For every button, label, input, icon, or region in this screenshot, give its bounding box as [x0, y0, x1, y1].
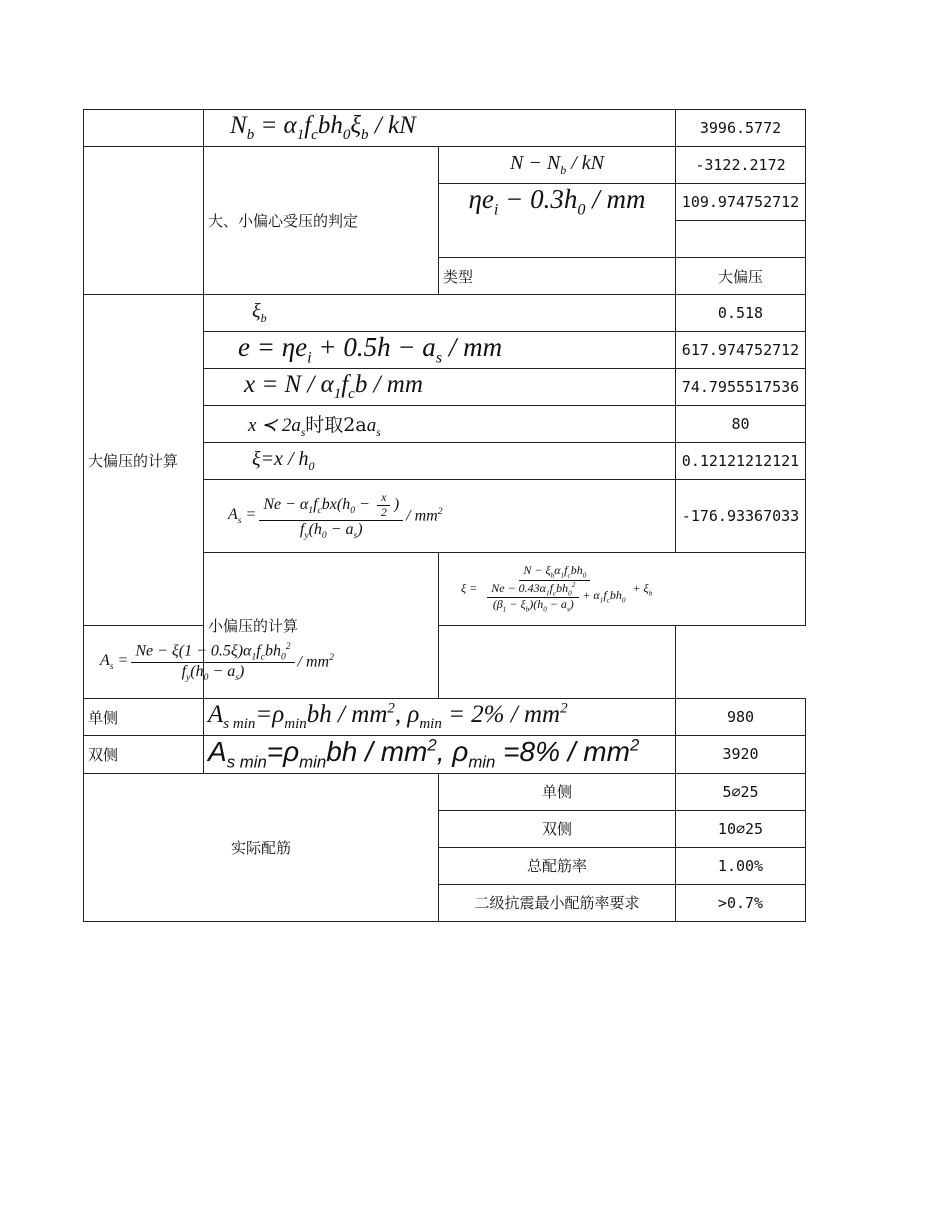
formula-nb: $N_b = \alpha_1f_cbh_0\xi_b$ / kN — [204, 110, 676, 147]
value-xlim: 80 — [676, 406, 806, 443]
calc-table — [83, 109, 806, 922]
value-n-minus-nb: -3122.2172 — [676, 147, 806, 184]
value-e: 617.974752712 — [676, 332, 806, 369]
value-xi: 0.12121212121 — [676, 443, 806, 480]
large-section-label: 大偏压的计算 — [84, 295, 204, 626]
single-label: 单侧 — [84, 699, 204, 736]
double-label: 双侧 — [84, 736, 204, 774]
actual-label-0: 单侧 — [439, 773, 676, 810]
formula-xib: $\xi_b$ — [204, 295, 676, 332]
row-actual-1 — [84, 773, 806, 810]
row-single-min — [84, 699, 806, 736]
formula-n-minus-nb: $N - N_b$ / kN — [439, 147, 676, 184]
blank-cell — [84, 147, 204, 295]
actual-label-1: 双侧 — [439, 810, 676, 847]
actual-value-3: >0.7% — [676, 884, 806, 921]
blank-cell — [84, 110, 204, 147]
judge-section-label: 大、小偏心受压的判定 — [204, 147, 439, 295]
row-xib — [84, 295, 806, 332]
actual-value-1: 10⌀25 — [676, 810, 806, 847]
actual-label-2: 总配筋率 — [439, 847, 676, 884]
formula-xlim: x ≺ $2a_s$时取$2aa_s$ — [204, 406, 676, 443]
value-nb: 3996.5772 — [676, 110, 806, 147]
value-double-min: 3920 — [676, 736, 806, 774]
blank-cell — [439, 626, 676, 699]
formula-double-min: $A_{s min}=\rho_{min}bh / mm^2$, $\rho_{min} =8\% / mm^2$ — [204, 736, 676, 774]
formula-as-large: $A_s$ = $Ne - \alpha_1f_cbx(h_0$ − $\frac{x}{2}$ ) $f_y(h_0 - a_s)$ / $mm^2$ — [204, 480, 676, 553]
formula-small-xi: ξ = $N - \xi_b\alpha_1f_cbh_0$ $\frac{Ne - 0.43\alpha_1f_cbh_0^2}{(\beta_1 - \xi_b)(h_0 - a_s)}$ + $\alpha_1f_cbh_0$ + $\xi_b$ — [439, 553, 806, 626]
row-small-as — [84, 626, 806, 699]
formula-e: $e = \eta e_i + 0.5h - a_s$ / mm — [204, 332, 676, 369]
type-label: 类型 — [439, 258, 676, 295]
formula-single-min: $A_{s min}=\rho_{min}bh / mm^2$, $\rho_{min} = 2\% / mm^2$ — [204, 699, 676, 736]
actual-section-label: 实际配筋 — [84, 773, 439, 921]
xlim-pre: x ≺ 2a — [248, 414, 301, 436]
small-section-label: 小偏压的计算 — [204, 553, 439, 699]
actual-value-0: 5⌀25 — [676, 773, 806, 810]
value-xib: 0.518 — [676, 295, 806, 332]
value-x: 74.7955517536 — [676, 369, 806, 406]
value-eta-ei: 109.974752712 — [676, 184, 806, 221]
type-value: 大偏压 — [676, 258, 806, 295]
actual-label-3: 二级抗震最小配筋率要求 — [439, 884, 676, 921]
actual-value-2: 1.00% — [676, 847, 806, 884]
formula-small-as: $A_s$ = $\frac{Ne - \xi(1 - 0.5\xi)\alpha_1f_cbh_0^2}{f_y(h_0 - a_s)}$ / $mm^2$ — [84, 626, 439, 699]
row-judge-1 — [84, 147, 806, 184]
row-double-min — [84, 736, 806, 774]
formula-x: $x = N / \alpha_1f_cb$ / mm — [204, 369, 676, 406]
value-single-min: 980 — [676, 699, 806, 736]
formula-xi: $\xi=x / h_0$ — [204, 443, 676, 480]
xlim-mid: 时取2a — [305, 413, 367, 436]
blank-cell — [676, 221, 806, 258]
row-nb — [84, 110, 806, 147]
value-as-large: -176.93367033 — [676, 480, 806, 553]
formula-eta-ei: $\eta e_i - 0.3h_0$ / mm — [439, 184, 676, 258]
